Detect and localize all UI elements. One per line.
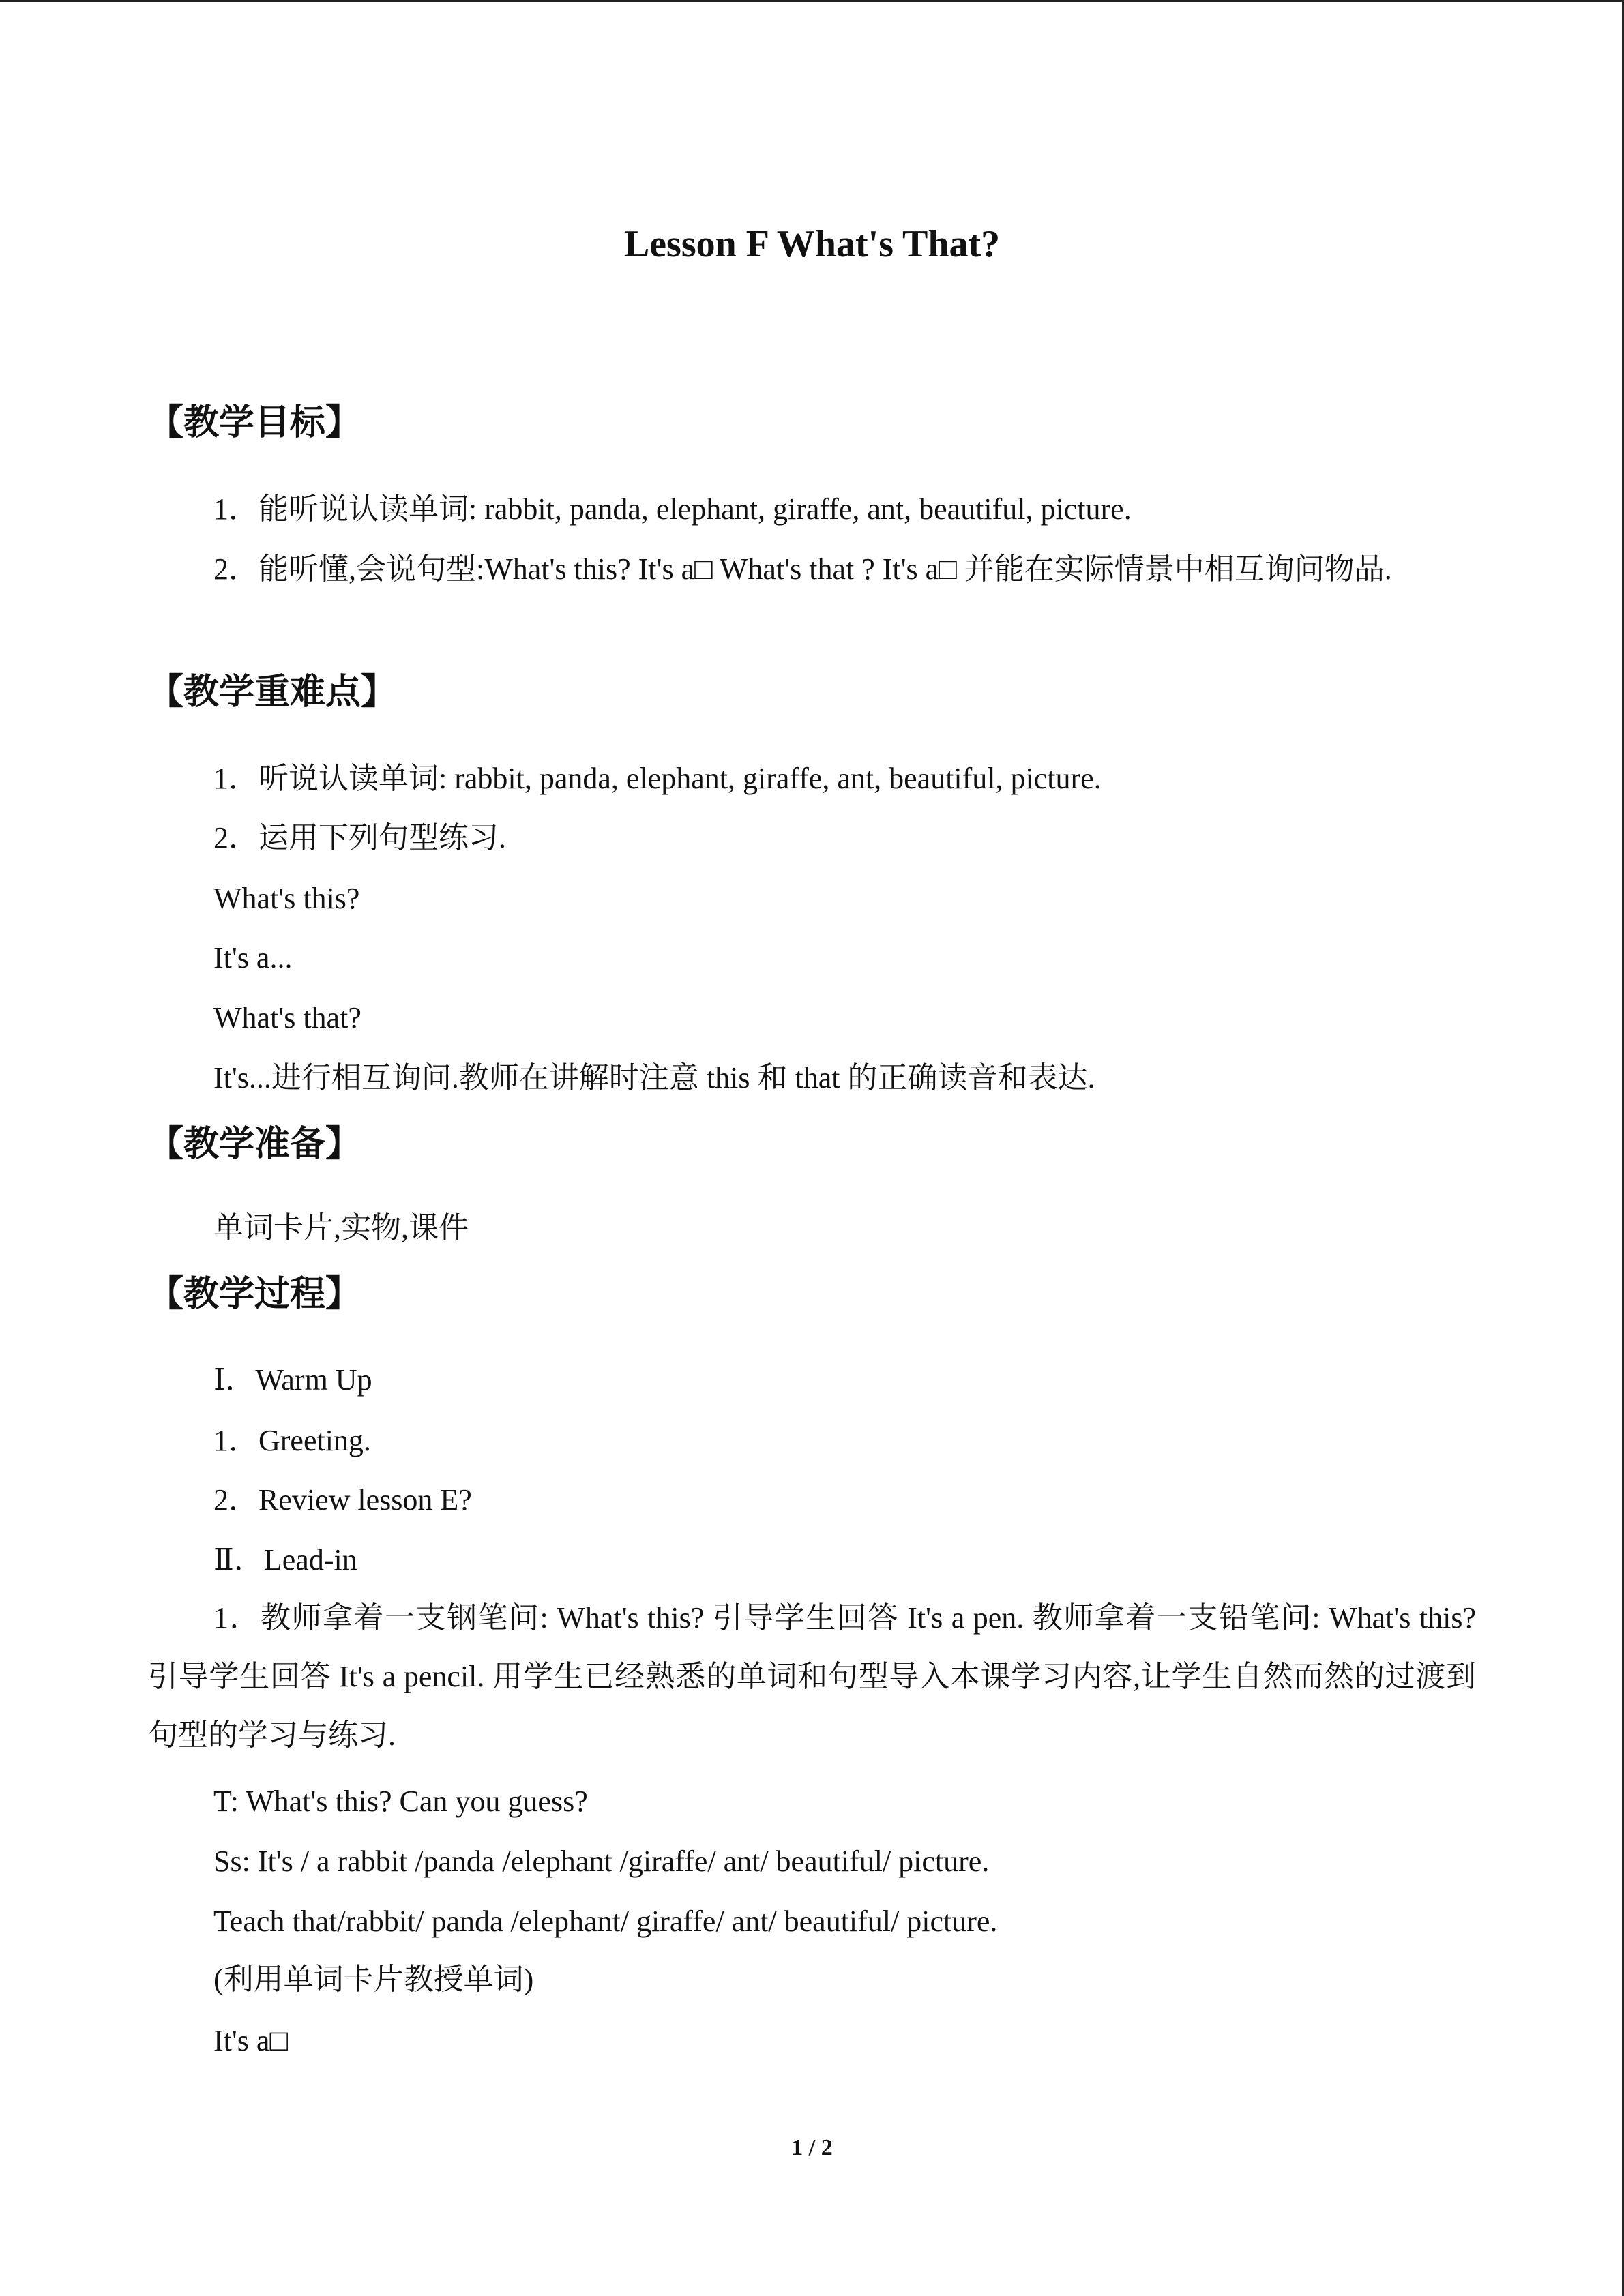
section-heading-key-points: 【教学重难点】 [148,672,397,713]
process-item-2: 1．Greeting. [213,1424,371,1457]
key-points-item-1: 1．听说认读单词: rabbit, panda, elephant, giraffe, ant, beautiful, picture. [213,762,1102,795]
section-heading-goals: 【教学目标】 [148,402,361,443]
section-heading-process: 【教学过程】 [148,1274,361,1315]
page-indicator: 1 / 2 [791,2135,833,2160]
preparation-item-1: 单词卡片,实物,课件 [213,1211,469,1244]
process-item-7: Ss: It's / a rabbit /panda /elephant /giraffe/ ant/ beautiful/ picture. [213,1845,990,1878]
key-points-item-3: What's this? [213,882,360,915]
process-item-5: 1．教师拿着一支钢笔问: What's this? 引导学生回答 It's a pen. 教师拿着一支铅笔问: What's this? 引导学生回答 It's a pencil. 用学生已经熟悉的单词和句型导入本课学习内容,让学生自然而然的过渡到句型的学习与练习. [148,1601,1476,1752]
key-points-item-5: What's that? [213,1001,361,1034]
process-item-3: 2．Review lesson E? [213,1483,472,1517]
section-heading-preparation: 【教学准备】 [148,1124,361,1165]
process-item-9: (利用单词卡片教授单词) [213,1963,534,1996]
page-title: Lesson F What's That? [623,223,1001,265]
process-item-8: Teach that/rabbit/ panda /elephant/ giraffe/ ant/ beautiful/ picture. [213,1905,998,1938]
process-item-10: It's a□ [213,2024,289,2057]
key-points-item-4: It's a... [213,941,293,974]
key-points-item-2: 2．运用下列句型练习. [213,821,506,854]
process-item-4: Ⅱ．Lead-in [213,1543,357,1577]
process-item-6: T: What's this? Can you guess? [213,1785,588,1818]
key-points-item-6: It's...进行相互询问.教师在讲解时注意 this 和 that 的正确读音和表达. [213,1061,1095,1094]
goals-item-1: 1．能听说认读单词: rabbit, panda, elephant, giraffe, ant, beautiful, picture. [213,492,1132,526]
page-border-top [0,0,1624,2]
goals-item-2: 2．能听懂,会说句型:What's this? It's a□ What's that ? It's a□ 并能在实际情景中相互询问物品. [213,552,1392,586]
process-item-1: Ⅰ．Warm Up [213,1363,372,1397]
